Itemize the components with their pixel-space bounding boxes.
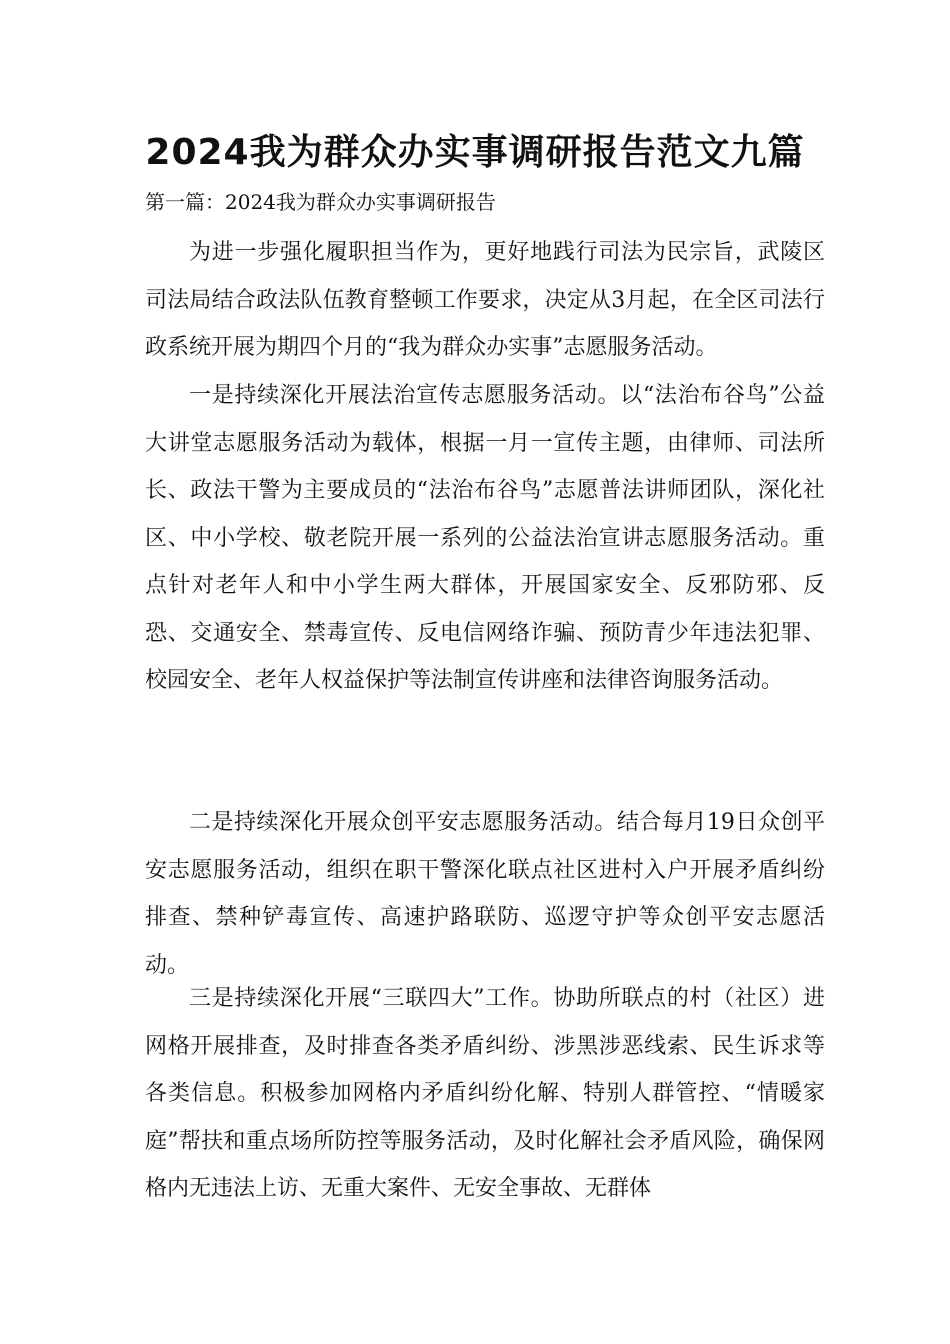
paragraph-safety-volunteer: 二是持续深化开展众创平安志愿服务活动。结合每月19日众创平安志愿服务活动，组织在职干警深化联点社区进村入户开展矛盾纠纷排查、禁种铲毒宣传、高速护路联防、巡逻守护等众创平安志愿活动。 xyxy=(145,810,825,978)
paragraph-intro: 为进一步强化履职担当作为，更好地践行司法为民宗旨，武陵区司法局结合政法队伍教育整顿工作要求，决定从3月起，在全区司法行政系统开展为期四个月的“我为群众办实事”志愿服务活动。 xyxy=(145,240,825,360)
section-heading: 第一篇：2024我为群众办实事调研报告 xyxy=(145,190,496,214)
paragraph-three-links: 三是持续深化开展“三联四大”工作。协助所联点的村（社区）进网格开展排查，及时排查各类矛盾纠纷、涉黑涉恶线索、民生诉求等各类信息。积极参加网格内矛盾纠纷化解、特别人群管控、“情暖家庭”帮扶和重点场所防控等服务活动，及时化解社会矛盾风险，确保网格内无违法上访、无重大案件、无安全事故、无群体 xyxy=(145,986,825,1201)
paragraph-legal-publicity: 一是持续深化开展法治宣传志愿服务活动。以“法治布谷鸟”公益大讲堂志愿服务活动为载体，根据一月一宣传主题，由律师、司法所长、政法干警为主要成员的“法治布谷鸟”志愿普法讲师团队，深化社区、中小学校、敬老院开展一系列的公益法治宣讲志愿服务活动。重点针对老年人和中小学生两大群体，开展国家安全、反邪防邪、反恐、交通安全、禁毒宣传、反电信网络诈骗、预防青少年违法犯罪、校园安全、老年人权益保护等法制宣传讲座和法律咨询服务活动。 xyxy=(145,383,825,693)
document-title: 2024我为群众办实事调研报告范文九篇 xyxy=(145,132,805,173)
